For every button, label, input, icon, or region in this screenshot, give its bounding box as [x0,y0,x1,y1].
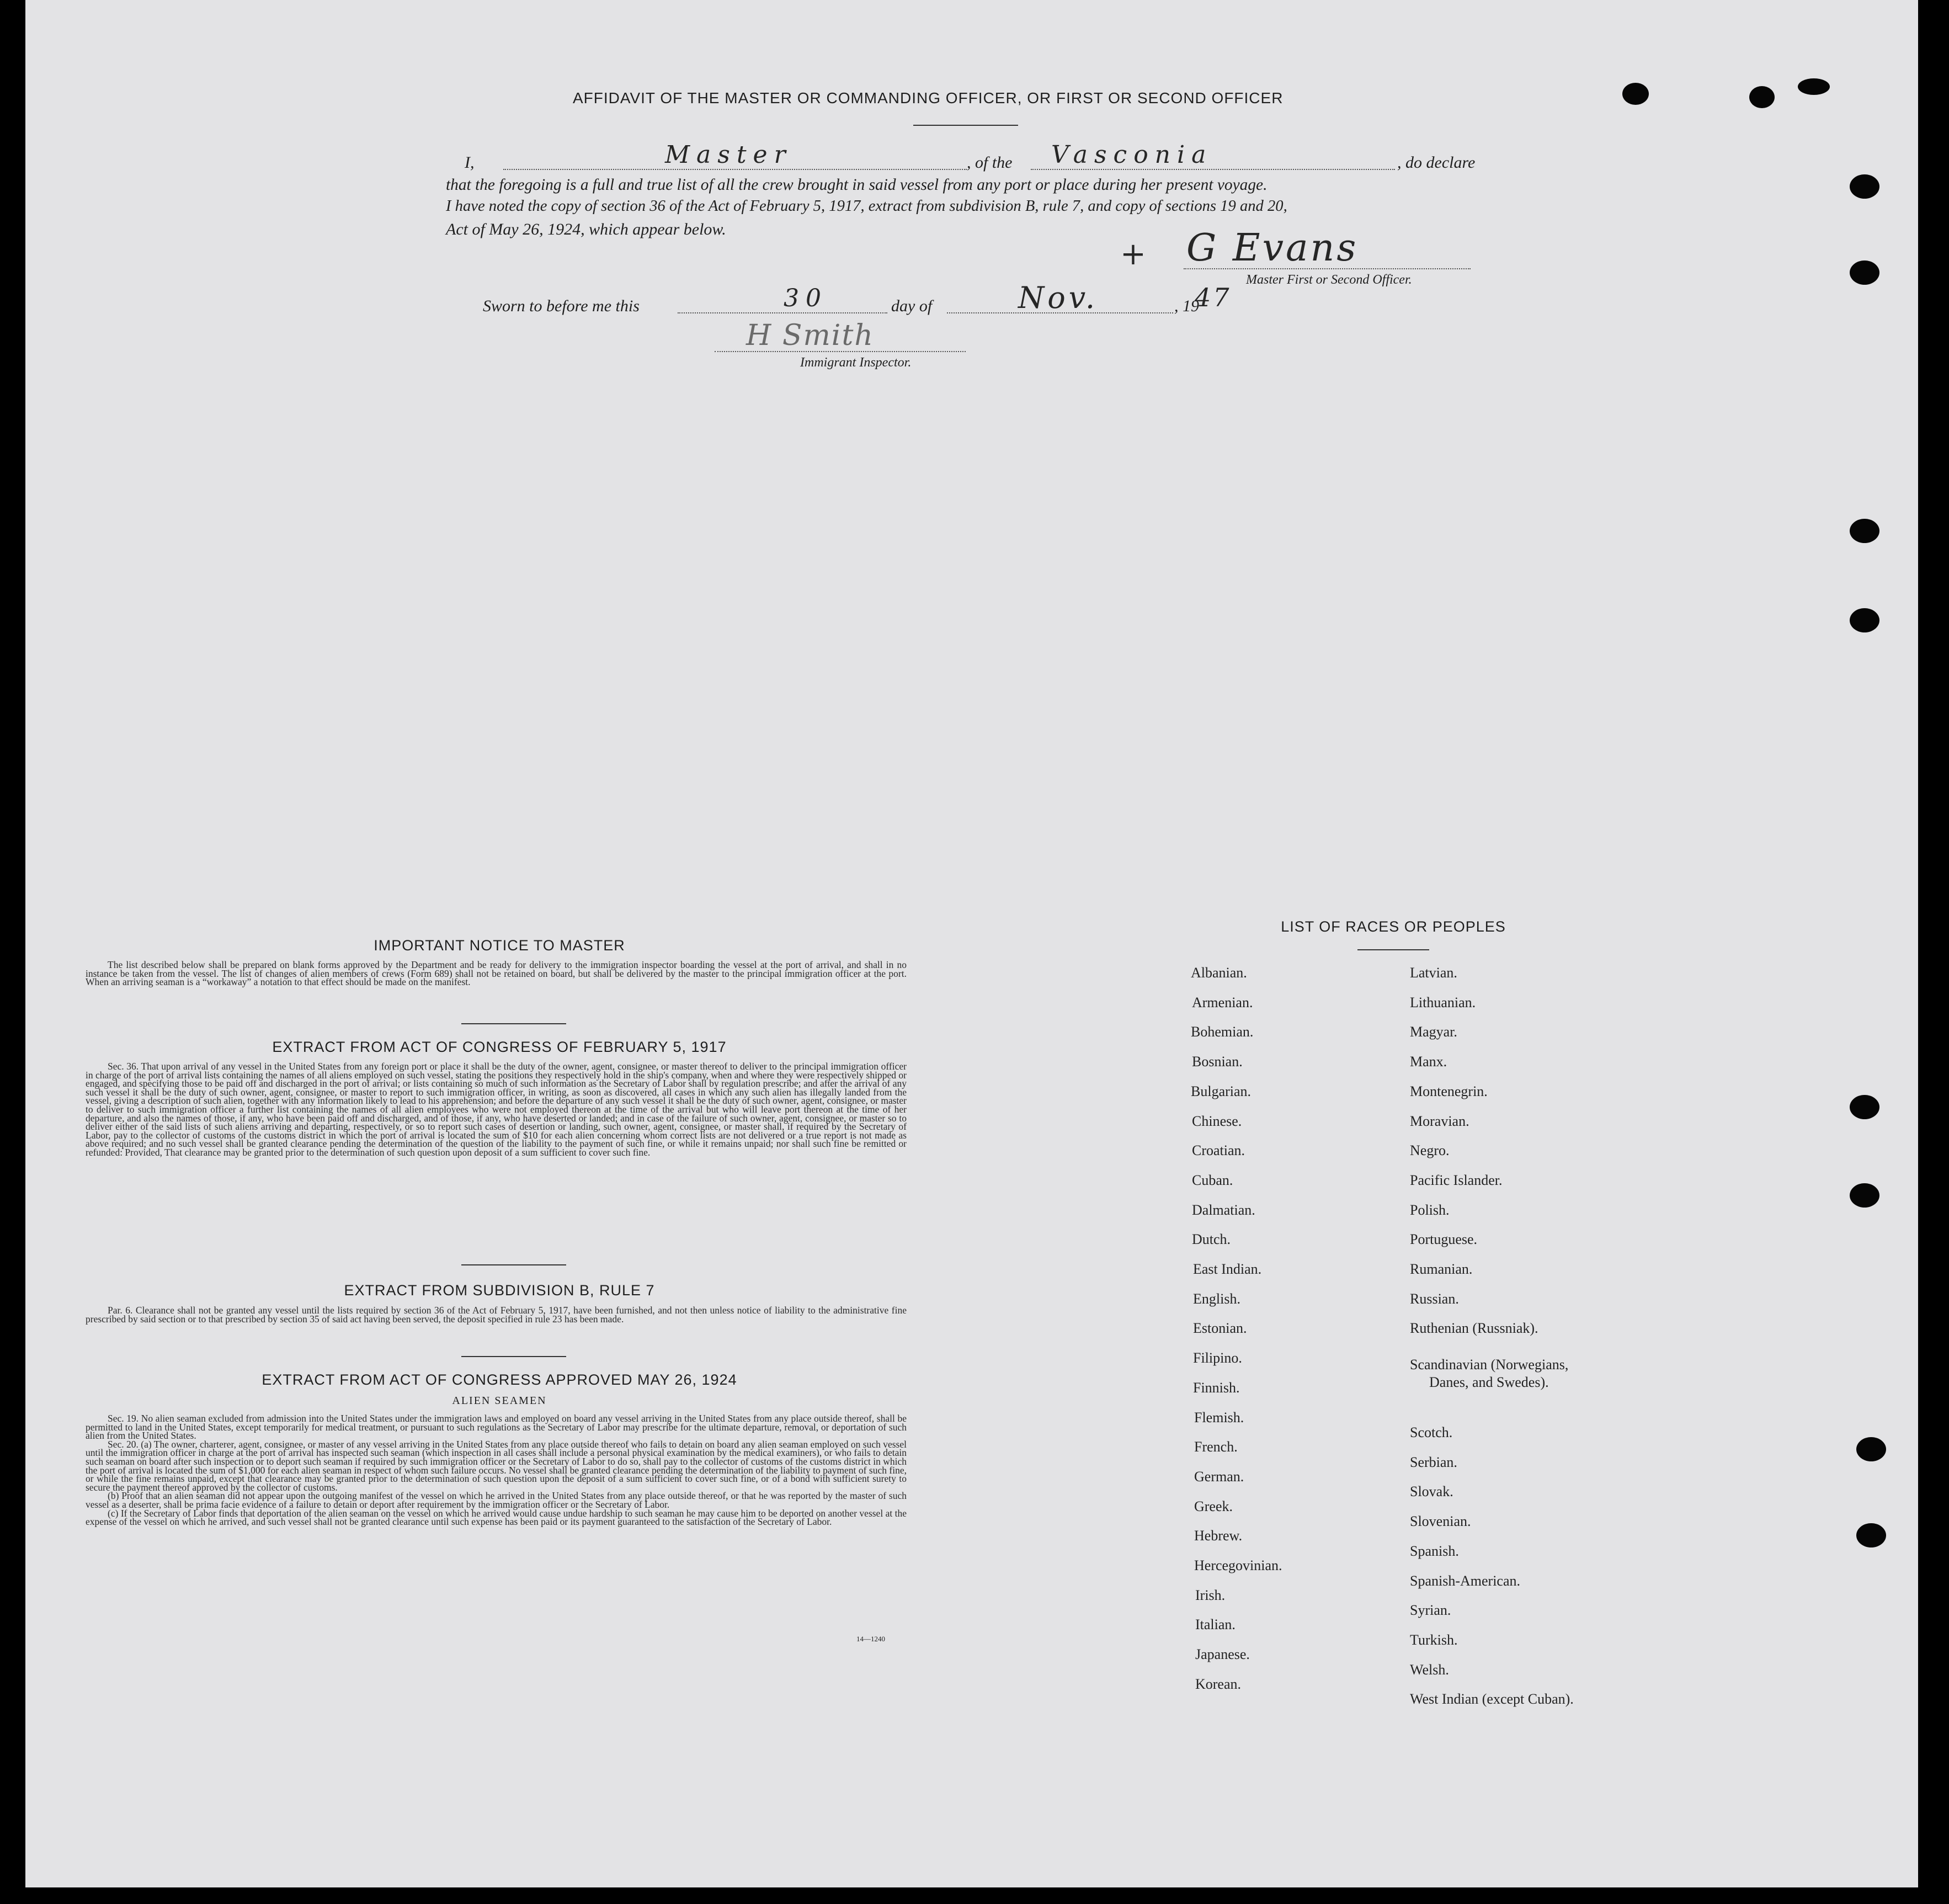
affidavit-line1-mid: , of the [967,153,1013,172]
affidavit-line1-prefix: I, [465,153,475,172]
race-item: Albanian. [1191,965,1247,981]
punch-hole [1850,608,1879,632]
title-divider [913,125,1018,126]
races-title: LIST OF RACES OR PEOPLES [1281,918,1506,935]
master-caption: Master First or Second Officer. [1246,273,1412,287]
extract-1924-title: EXTRACT FROM ACT OF CONGRESS APPROVED MAY 26, 1924 [262,1371,737,1388]
race-item: Armenian. [1192,994,1253,1010]
race-item: Montenegrin. [1410,1083,1488,1099]
extract-1924-text [86,1414,907,1527]
race-item: Croatian. [1192,1142,1245,1159]
race-item: Japanese. [1195,1646,1250,1663]
races-divider [1357,949,1429,950]
race-item: East Indian. [1193,1261,1262,1277]
extract-1924-subtitle: ALIEN SEAMEN [452,1395,547,1407]
race-item: Serbian. [1410,1454,1457,1470]
sec-20a-paragraph: Sec. 20. (a) The owner, charterer, agent, consignee, or master of any vessel arriving in the United States from any place outside thereof who fails to detain on board any alien seaman employed on such vessel until the immigration officer in charge at the port of arrival has inspected such seaman (which inspection in all cases shall include a personal physical examination by the medical examiners), or who fails to detain such seaman on board after such inspection or to deport such seaman if required by such immigration officer or the Secretary of Labor to do so, shall pay to the collector of customs of the customs district in which the port of arrival is located the sum of $1,000 for each alien seaman in respect of whom such failure occurs. No vessel shall be granted clearance pending the determination of the liability to payment of such fine, or while the fine remains unpaid, except that clearance may be granted prior to the determination of such question upon the deposit of a sum sufficient to cover such fine, or of a bond with sufficient surety to secure the payment thereof approved by the collector of customs. [86,1438,907,1493]
race-item: Italian. [1195,1616,1236,1633]
race-item: Ruthenian (Russniak). [1410,1320,1538,1337]
race-item: Manx. [1410,1054,1447,1070]
race-item: Estonian. [1193,1320,1247,1337]
form-number: 14—1240 [856,1635,885,1643]
race-item: Bosnian. [1192,1054,1243,1070]
race-item: Magyar. [1410,1024,1457,1040]
vessel-blank [1031,169,1395,170]
affidavit-line4: Act of May 26, 1924, which appear below. [446,220,726,238]
race-item: Rumanian. [1410,1261,1473,1277]
race-item: Spanish. [1410,1543,1459,1559]
race-item: German. [1194,1468,1244,1485]
punch-hole [1622,83,1649,105]
inspector-caption: Immigrant Inspector. [800,355,912,370]
punch-hole [1850,260,1879,285]
master-signature: G Evans [1186,226,1359,270]
race-item: Pacific Islander. [1410,1172,1503,1188]
sworn-day: 30 [784,284,828,312]
rank-handwritten: Master [665,141,792,169]
extract-rule7-text [86,1306,907,1323]
race-item: Slovenian. [1410,1513,1471,1530]
vessel-handwritten: Vasconia [1051,141,1213,169]
race-item: Dalmatian. [1192,1201,1255,1218]
sworn-year: 47 [1195,283,1232,312]
rank-blank [503,169,967,170]
affidavit-line1-suffix: , do declare [1397,153,1476,172]
notice-paragraph: The list described below shall be prepared on blank forms approved by the Department and be ready for delivery to the immigration inspector boarding the vessel at the port of arrival, and shall in no instance be taken from the vessel. The list of changes of alien members of crews (Form 689) shall not be retained on board, but shall be delivered by the master to the principal immigration officer at the port. When an arriving seaman is a “workaway” a notation to that effect should be made on the manifest. [86,959,907,988]
race-item: French. [1194,1439,1238,1455]
race-item: Polish. [1410,1201,1450,1218]
race-item: Negro. [1410,1142,1450,1159]
punch-hole [1798,78,1830,95]
section-divider [461,1023,566,1024]
extract-1917-paragraph: Sec. 36. That upon arrival of any vessel in the United States from any foreign port or place it shall be the duty of the owner, agent, consignee, or master thereof to deliver to the principal immigration officer in charge of the port of arrival lists containing the names of all aliens employed on such vessel, stating the positions they respectively hold in the ship's company, when and where they were respectively shipped or engaged, and specifying those to be paid off and discharged in the port of arrival; or lists containing so much of such information as the Secretary of Labor shall by regulation prescribe; and after the arrival of any such vessel it shall be the duty of such owner, agent, consignee, or master to report to such immigration officer, in writing, as soon as discovered, all cases in which any such alien has illegally landed from the vessel, giving a description of such alien, together with any information likely to lead to his apprehension; and before the departure of any such vessel it shall be the duty of such owner, agent, consignee, or master to deliver to such immigration officer a further list containing the names of all alien employees who were not employed thereon at the time of the arrival but who will leave port thereon at the time of her departure, and also the names of those, if any, who have been paid off and discharged, and of those, if any, who have deserted or landed; and in case of the failure of such owner, agent, consignee, or master so to deliver either of the said lists of such aliens arriving and departing, respectively, or so to report such cases of desertion or landing, such owner, agent, consignee, or master shall, if required by the Secretary of Labor, pay to the collector of customs of the customs district in which the port of arrival is located the sum of $10 for each alien concerning whom correct lists are not delivered or a true report is not made as above required; and no such vessel shall be granted clearance pending the determination of the question of the liability to the payment of such fine, or while it remains unpaid; nor shall such fine be remitted or refunded: Provided, That clearance may be granted prior to the determination of such question upon deposit of a sum sufficient to cover such fine. [86,1061,907,1158]
race-item: Portuguese. [1410,1231,1478,1248]
race-item: Bohemian. [1191,1024,1254,1040]
punch-hole [1850,1095,1879,1119]
extract-1917-title: EXTRACT FROM ACT OF CONGRESS OF FEBRUARY 5, 1917 [272,1039,727,1055]
race-item: Hebrew. [1194,1528,1243,1544]
affidavit-line3: I have noted the copy of section 36 of the Act of February 5, 1917, extract from subdivision B, rule 7, and copy of sections 19 and 20, [446,198,1287,215]
race-item: West Indian (except Cuban). [1410,1691,1574,1708]
race-item: Chinese. [1192,1113,1242,1129]
race-item: Scotch. [1410,1424,1453,1440]
sec-19-paragraph: Sec. 19. No alien seaman excluded from admission into the United States under the immigration laws and employed on board any vessel arriving in the United States from any place outside thereof, shall be permitted to land in the United States, except temporarily for medical treatment, or pursuant to such regulations as the Secretary of Labor may prescribe for the ultimate departure, removal, or deportation of such alien from the United States. [86,1413,907,1442]
extract-1917-text [86,1062,907,1157]
punch-hole [1850,1183,1879,1208]
race-item: Bulgarian. [1191,1083,1252,1099]
race-item: Irish. [1195,1587,1226,1603]
section-divider [461,1264,566,1265]
race-item: Danes, and Swedes). [1429,1374,1549,1391]
affidavit-title: AFFIDAVIT OF THE MASTER OR COMMANDING OFFICER, OR FIRST OR SECOND OFFICER [573,89,1284,107]
signature-mark: + [1120,236,1146,272]
race-item: Cuban. [1192,1172,1233,1188]
race-item: Filipino. [1193,1350,1242,1366]
punch-hole [1856,1437,1886,1461]
punch-hole [1850,519,1879,543]
punch-hole [1850,174,1879,199]
sworn-year-prefix: , 19 [1174,297,1199,315]
race-item: Dutch. [1192,1231,1231,1248]
sec-20b-paragraph: (b) Proof that an alien seaman did not appear upon the outgoing manifest of the vessel on which he arrived in the United States from any place outside thereof, or that he was reported by the master of such vessel as a deserter, shall be prima facie evidence of a failure to detain or deport after requirement by the immigration officer or the Secretary of Labor. [86,1490,907,1510]
section-divider [461,1356,566,1357]
race-item: Hercegovinian. [1194,1557,1282,1573]
race-item: Russian. [1410,1290,1459,1307]
race-item: Syrian. [1410,1602,1451,1619]
extract-rule7-title: EXTRACT FROM SUBDIVISION B, RULE 7 [344,1282,655,1299]
inspector-line [715,351,966,352]
extract-rule7-paragraph: Par. 6. Clearance shall not be granted any vessel until the lists required by section 36 of the Act of February 5, 1917, have been furnished, and not then unless notice of liability to the administrative fine prescribed by said section or to that prescribed by section 35 of said act having been served, the deposit specified in rule 23 has been made. [86,1305,907,1325]
race-item: Scandinavian (Norwegians, [1410,1357,1569,1373]
race-item: Flemish. [1194,1409,1244,1426]
sworn-prefix: Sworn to before me this [483,297,640,315]
sec-20c-paragraph: (c) If the Secretary of Labor finds that deportation of the alien seaman on the vessel on which he arrived would cause undue hardship to such seaman he may cause him to be deported on another vessel at the expense of the vessel on which he arrived, and such vessel shall not be granted clearance until such expense has been paid or its payment guaranteed to the satisfaction of the Secretary of Labor. [86,1507,907,1528]
race-item: Latvian. [1410,965,1457,981]
affidavit-line2: that the foregoing is a full and true list of all the crew brought in said vessel from any port or place during her present voyage. [446,176,1268,194]
race-item: Korean. [1195,1676,1242,1692]
day-blank [678,312,887,313]
punch-hole [1856,1523,1886,1547]
race-item: Lithuanian. [1410,994,1476,1010]
race-item: Moravian. [1410,1113,1469,1129]
race-item: Spanish-American. [1410,1572,1521,1589]
race-item: Slovak. [1410,1483,1453,1500]
race-item: Greek. [1194,1498,1233,1514]
notice-text [86,961,907,987]
race-item: Finnish. [1193,1379,1240,1396]
sworn-day-of: day of [891,297,933,315]
race-item: Welsh. [1410,1661,1449,1678]
sworn-month: Nov. [1018,280,1099,315]
signature-line [1184,268,1471,269]
punch-hole [1749,86,1775,108]
race-item: Turkish. [1410,1631,1458,1648]
inspector-signature: H Smith [746,319,874,352]
race-item: English. [1193,1290,1240,1307]
notice-title: IMPORTANT NOTICE TO MASTER [374,937,625,954]
